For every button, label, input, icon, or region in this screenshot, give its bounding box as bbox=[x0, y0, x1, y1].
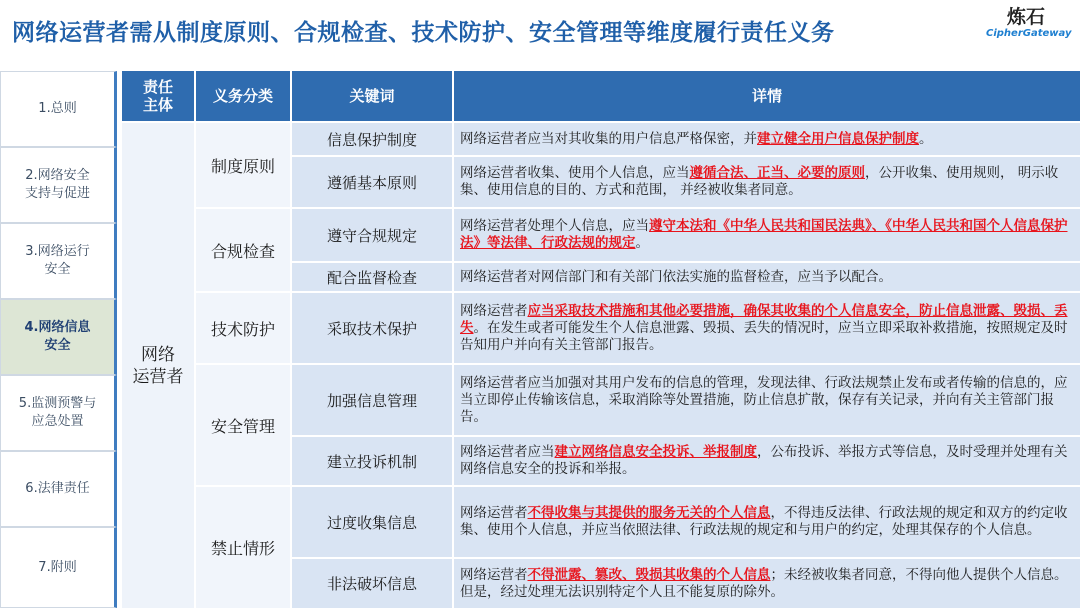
detail-segment: 网络运营者应当对其收集的用户信息严格保密，并 bbox=[460, 130, 757, 147]
keyword-cell: 采取技术保护 bbox=[292, 293, 452, 363]
category-cell: 合规检查 bbox=[196, 209, 290, 291]
detail-text bbox=[460, 165, 1074, 199]
logo-text: 炼石 bbox=[1006, 6, 1045, 28]
detail-cell bbox=[454, 209, 1080, 261]
detail-segment: 网络运营者 bbox=[460, 566, 528, 583]
keyword-cell: 过度收集信息 bbox=[292, 487, 452, 557]
detail-segment: 。 bbox=[635, 235, 649, 251]
detail-segment: 网络运营者对网信部门和有关部门依法实施的监督检查，应当予以配合。 bbox=[460, 268, 892, 285]
category-cell: 禁止情形 bbox=[196, 487, 290, 608]
detail-segment: 。在发生或者可能发生个人信息泄露、毁损、丢失的情况时，应当立即采取补救措施，按照规定及时告知用户并向有关主管部门报告。 bbox=[460, 319, 1068, 353]
detail-cell bbox=[454, 487, 1080, 557]
category-cell: 安全管理 bbox=[196, 365, 290, 485]
highlight-text: 建立网络信息安全投诉、举报制度 bbox=[554, 444, 757, 460]
highlight-text: 遵循合法、正当、必要的原则 bbox=[689, 165, 865, 181]
keyword-cell: 建立投诉机制 bbox=[292, 437, 452, 485]
keyword-cell: 加强信息管理 bbox=[292, 365, 452, 435]
keyword-cell: 遵循基本原则 bbox=[292, 157, 452, 207]
nav-item-general[interactable]: 1.总则 bbox=[0, 71, 117, 147]
detail-segment: 网络运营者应当加强对其用户发布的信息的管理，发现法律、行政法规禁止发布或者传输的信息的，应当立即停止传输该信息，采取消除等处置措施，防止信息扩散，保存有关记录，并向有关主管部门报告。 bbox=[460, 374, 1068, 425]
nav-item-legal[interactable]: 6.法律责任 bbox=[0, 451, 117, 527]
detail-cell bbox=[454, 157, 1080, 207]
keyword-cell: 信息保护制度 bbox=[292, 123, 452, 155]
detail-text bbox=[460, 444, 1074, 478]
detail-cell bbox=[454, 559, 1080, 608]
detail-segment: 网络运营者 bbox=[460, 505, 528, 521]
nav-item-support[interactable]: 2.网络安全 支持与促进 bbox=[0, 147, 117, 223]
detail-segment: ，公布投诉、举报方式等信息，及时受理并处理有关网络信息安全的投诉和举报。 bbox=[460, 444, 1068, 477]
header-detail: 详情 bbox=[454, 71, 1080, 121]
detail-text bbox=[460, 131, 933, 148]
detail-text bbox=[460, 375, 1074, 426]
chapter-nav bbox=[0, 71, 117, 608]
category-cell: 技术防护 bbox=[196, 293, 290, 363]
keyword-cell: 遵守合规规定 bbox=[292, 209, 452, 261]
detail-segment: 。 bbox=[919, 130, 933, 147]
header-category: 义务分类 bbox=[196, 71, 290, 121]
detail-segment: ，不得违反法律、行政法规的规定和双方的约定收集、使用个人信息，并应当依照法律、行政法规的规定和与用户的约定，处理其保存的个人信息。 bbox=[460, 505, 1068, 538]
detail-segment: 网络运营者处理个人信息，应当 bbox=[460, 218, 649, 234]
detail-cell bbox=[454, 263, 1080, 291]
nav-item-appendix[interactable]: 7.附则 bbox=[0, 527, 117, 608]
duties-table bbox=[122, 71, 1080, 608]
detail-cell bbox=[454, 365, 1080, 435]
detail-text bbox=[460, 269, 892, 286]
detail-cell bbox=[454, 123, 1080, 155]
detail-text bbox=[460, 303, 1074, 354]
detail-cell bbox=[454, 437, 1080, 485]
highlight-text: 不得收集与其提供的服务无关的个人信息 bbox=[527, 505, 771, 521]
detail-segment: 网络运营者 bbox=[460, 302, 528, 319]
nav-item-info-security[interactable]: 4.网络信息 安全 bbox=[0, 299, 117, 375]
page-title: 网络运营者需从制度原则、合规检查、技术防护、安全管理等维度履行责任义务 bbox=[12, 20, 835, 46]
highlight-text: 建立健全用户信息保护制度 bbox=[757, 130, 919, 147]
detail-segment: 网络运营者应当 bbox=[460, 444, 555, 460]
highlight-text: 不得泄露、篡改、毁损其收集的个人信息 bbox=[527, 566, 771, 583]
detail-text bbox=[460, 218, 1074, 252]
keyword-cell: 配合监督检查 bbox=[292, 263, 452, 291]
detail-segment: ，公开收集、使用规则， 明示收集、使用信息的目的、方式和范围， 并经被收集者同意。 bbox=[460, 165, 1059, 198]
detail-segment: ；未经被收集者同意，不得向他人提供个人信息。但是，经过处理无法识别特定个人且不能复原的除外。 bbox=[460, 566, 1068, 600]
keyword-cell: 非法破坏信息 bbox=[292, 559, 452, 608]
nav-item-operation[interactable]: 3.网络运行 安全 bbox=[0, 223, 117, 299]
logo-subtext: CipherGateway bbox=[986, 28, 1072, 39]
highlight-text: 应当采取技术措施和其他必要措施，确保其收集的个人信息安全，防止信息泄露、毁损、丢失 bbox=[460, 302, 1068, 336]
subject-cell: 网络 运营者 bbox=[122, 123, 194, 608]
header-keyword: 关键词 bbox=[292, 71, 452, 121]
detail-segment: 网络运营者收集、使用个人信息，应当 bbox=[460, 165, 690, 181]
brand-logo bbox=[986, 6, 1072, 40]
header-subject: 责任 主体 bbox=[122, 71, 194, 121]
nav-item-monitoring[interactable]: 5.监测预警与 应急处置 bbox=[0, 375, 117, 451]
detail-cell bbox=[454, 293, 1080, 363]
detail-text bbox=[460, 505, 1074, 539]
highlight-text: 遵守本法和《中华人民共和国民法典》、《中华人民共和国个人信息保护法》等法律、行政法规的规定 bbox=[460, 218, 1068, 251]
category-cell: 制度原则 bbox=[196, 123, 290, 207]
detail-text bbox=[460, 567, 1074, 601]
